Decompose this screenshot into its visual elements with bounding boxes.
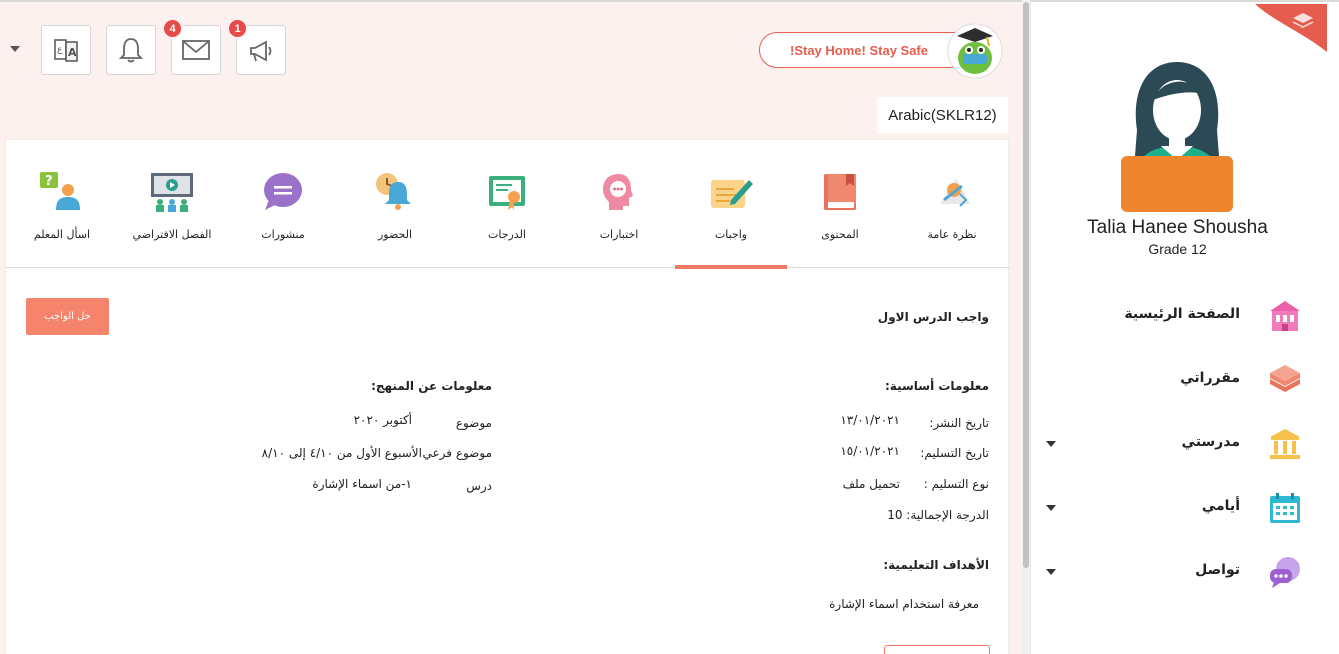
layers-icon xyxy=(1268,363,1302,397)
certificate-icon xyxy=(485,170,529,214)
messages-badge: 4 xyxy=(162,18,183,39)
curriculum-row-value: ١-من اسماء الإشارة xyxy=(312,477,412,491)
sidebar-item-home[interactable] xyxy=(1031,298,1339,338)
stay-home-banner: !Stay Home! Stay Safe xyxy=(759,32,974,68)
publish-date-label: تاريخ النشر: xyxy=(929,416,989,430)
sidebar-item-my-days[interactable] xyxy=(1031,490,1339,530)
tab-label: الحضور xyxy=(377,228,413,241)
sidebar-item-communication[interactable] xyxy=(1031,554,1339,594)
calendar-icon xyxy=(1268,491,1302,525)
notifications-button[interactable] xyxy=(106,25,156,75)
tab-virtual-class[interactable] xyxy=(116,140,228,268)
institution-icon xyxy=(1268,427,1302,461)
sidebar-item-label: الصفحة الرئيسية xyxy=(1124,306,1240,322)
tab-exams[interactable] xyxy=(563,140,675,268)
tab-overview[interactable] xyxy=(896,140,1008,268)
svg-text:?: ? xyxy=(45,174,53,189)
svg-text:ع: ع xyxy=(57,45,63,55)
curriculum-row-value: أكتوبر ٢٠٢٠ xyxy=(353,413,412,427)
mascot-avatar xyxy=(941,22,1005,80)
sidebar-item-label: أيامي xyxy=(1201,498,1240,514)
homework-icon xyxy=(707,170,755,214)
announcements-button[interactable] xyxy=(234,22,286,75)
virtual-class-icon xyxy=(148,170,196,214)
delivery-date-value: ١٥/٠١/٢٠٢١ xyxy=(840,444,900,458)
attendance-icon xyxy=(373,170,417,214)
solve-homework-button[interactable]: حل الواجب xyxy=(26,298,109,335)
tab-content[interactable] xyxy=(784,140,896,268)
tab-label: اسأل المعلم xyxy=(33,228,91,241)
curriculum-row-label: موضوع فرعي xyxy=(422,446,492,460)
sidebar-item-label: مقرراتي xyxy=(1180,370,1240,386)
corner-logo-icon xyxy=(1255,4,1327,52)
school-building-icon xyxy=(1268,299,1302,333)
tab-posts[interactable] xyxy=(227,140,339,268)
delivery-date-label: تاريخ التسليم: xyxy=(920,446,989,460)
chat-icon xyxy=(1268,555,1302,589)
chevron-down-icon[interactable] xyxy=(1046,505,1056,511)
exam-icon xyxy=(597,170,641,214)
book-icon xyxy=(818,170,862,214)
basic-info-heading: معلومات أساسية: xyxy=(885,379,989,393)
tab-label: الدرجات xyxy=(487,228,526,241)
course-label: Arabic(SKLR12) xyxy=(877,97,1008,133)
svg-text:A: A xyxy=(68,46,77,59)
tab-label: نظرة عامة xyxy=(927,228,977,241)
posts-icon xyxy=(261,170,305,214)
assignment-title: واجب الدرس الاول xyxy=(877,310,989,324)
sidebar xyxy=(1030,0,1339,654)
action-button[interactable] xyxy=(884,645,990,654)
total-grade: الدرجة الإجمالية: 10 xyxy=(887,508,989,522)
submission-type-label: نوع التسليم : xyxy=(923,477,989,491)
envelope-icon xyxy=(180,35,212,65)
user-grade: Grade 12 xyxy=(1148,241,1207,257)
objective-item: معرفة استخدام اسماء الإشارة xyxy=(829,597,979,611)
submission-type-value: تحميل ملف xyxy=(842,477,900,491)
course-tabs xyxy=(6,140,1010,268)
tab-label: الفصل الافتراضي xyxy=(132,228,212,241)
tab-ask-teacher[interactable] xyxy=(6,140,118,268)
main-scrollbar[interactable] xyxy=(1022,0,1030,654)
chevron-down-icon[interactable] xyxy=(1046,569,1056,575)
sidebar-item-my-school[interactable] xyxy=(1031,426,1339,466)
ask-teacher-icon xyxy=(38,170,86,214)
overview-icon xyxy=(930,170,974,214)
tab-homework[interactable] xyxy=(675,140,787,268)
tab-label: اختبارات xyxy=(599,228,639,241)
sidebar-item-label: تواصل xyxy=(1195,562,1240,578)
user-name: Talia Hanee Shousha xyxy=(1087,217,1268,238)
scrollbar-thumb[interactable] xyxy=(1023,2,1029,568)
curriculum-row-label: درس xyxy=(466,479,492,493)
bell-icon xyxy=(116,35,146,65)
megaphone-icon xyxy=(246,35,276,65)
avatar xyxy=(1117,60,1237,212)
chevron-down-icon[interactable] xyxy=(1046,441,1056,447)
tab-attendance[interactable] xyxy=(339,140,451,268)
curriculum-heading: معلومات عن المنهج: xyxy=(371,379,492,393)
announcements-badge: 1 xyxy=(227,18,248,39)
translate-button[interactable] xyxy=(41,25,91,75)
curriculum-row-label: موضوع xyxy=(455,416,492,430)
sidebar-item-label: مدرستي xyxy=(1181,434,1240,450)
publish-date-value: ١٣/٠١/٢٠٢١ xyxy=(840,413,900,427)
tab-label: المحتوى xyxy=(821,228,859,241)
language-dropdown-caret[interactable] xyxy=(10,46,20,52)
curriculum-row-value: الأسبوع الأول من ٤/١٠ إلى ٨/١٠ xyxy=(261,446,422,460)
sidebar-item-my-courses[interactable] xyxy=(1031,362,1339,402)
tab-label: منشورات xyxy=(261,228,305,241)
tab-grades[interactable] xyxy=(451,140,563,268)
course-card xyxy=(5,139,1009,654)
tab-label: واجبات xyxy=(714,228,748,241)
objectives-heading: الأهداف التعليمية: xyxy=(883,558,989,572)
translate-icon xyxy=(51,35,81,65)
messages-button[interactable] xyxy=(169,22,221,75)
